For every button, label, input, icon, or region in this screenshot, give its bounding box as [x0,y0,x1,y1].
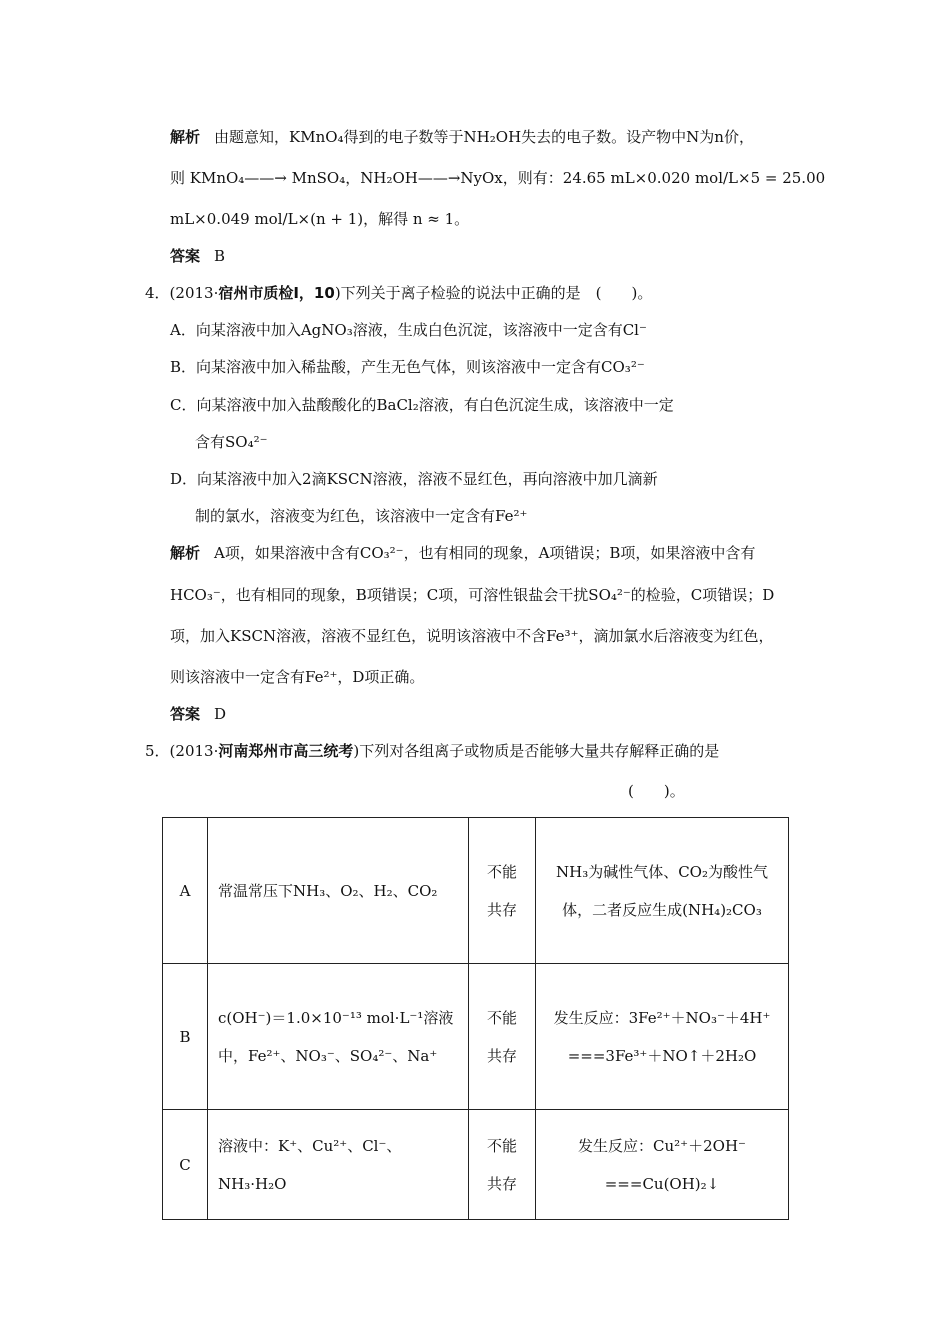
q4-option-d-cont: 制的氯水，溶液变为红色，该溶液中一定含有Fe²⁺ [195,507,528,525]
q5-source: 河南郑州市高三统考 [218,742,354,760]
q4-option-d: D．向某溶液中加入2滴KSCN溶液，溶液不显红色，再向溶液中加几滴新 [170,470,658,488]
row-reason: 发生反应：Cu²⁺＋2OH⁻ ===Cu(OH)₂↓ [536,1110,789,1220]
row-content: 常温常压下NH₃、O₂、H₂、CO₂ [208,818,469,964]
row-label: A [163,818,208,964]
q3-answer-value: B [214,247,226,265]
row-verdict: 不能 共存 [469,964,536,1110]
q3-answer [170,246,225,266]
q4-analysis-line-1: 解析 A项，如果溶液中含有CO₃²⁻，也有相同的现象，A项错误；B项，如果溶液中含有 [170,544,756,562]
row-reason: NH₃为碱性气体、CO₂为酸性气 体，二者反应生成(NH₄)₂CO₃ [536,818,789,964]
q4-option-c: C．向某溶液中加入盐酸酸化的BaCl₂溶液，有白色沉淀生成，该溶液中一定 [170,396,674,414]
q4-source: 宿州市质检Ⅰ，10 [218,284,335,302]
q4-answer [170,704,226,724]
q4-answer-value: D [214,705,227,723]
q4-analysis-line-3: 项，加入KSCN溶液，溶液不显红色，说明该溶液中不含Fe³⁺，滴加氯水后溶液变为红色， [170,627,774,645]
q4-question: 4．(2013·宿州市质检Ⅰ，10)下列关于离子检验的说法中正确的是 ( )。 [145,284,653,302]
row-verdict: 不能 共存 [469,818,536,964]
row-reason: 发生反应：3Fe²⁺＋NO₃⁻＋4H⁺ ===3Fe³⁺＋NO↑＋2H₂O [536,964,789,1110]
q4-analysis-line-2: HCO₃⁻，也有相同的现象，B项错误；C项，可溶性银盐会干扰SO₄²⁻的检验，C项错误；D [170,586,775,604]
q4-answer-label: 答案 [170,705,201,723]
table-row [163,964,789,1110]
q3-answer-label: 答案 [170,247,201,265]
q4-analysis-label: 解析 [170,544,201,562]
q4-option-b: B．向某溶液中加入稀盐酸，产生无色气体，则该溶液中一定含有CO₃²⁻ [170,358,645,376]
q3-analysis-line-3: mL×0.049 mol/L×(n + 1)，解得 n ≈ 1。 [170,210,470,228]
q3-analysis-line-1: 解析 由题意知，KMnO₄得到的电子数等于NH₂OH失去的电子数。设产物中N为n价， [170,128,754,146]
q5-question: 5．(2013·河南郑州市高三统考)下列对各组离子或物质是否能够大量共存解释正确的是 [145,742,720,760]
q4-analysis-line-4: 则该溶液中一定含有Fe²⁺，D项正确。 [170,668,425,686]
table-row [163,1110,789,1220]
row-verdict: 不能 共存 [469,1110,536,1220]
row-label: C [163,1110,208,1220]
row-content: 溶液中：K⁺、Cu²⁺、Cl⁻、NH₃·H₂O [208,1110,469,1220]
q4-option-c-cont: 含有SO₄²⁻ [195,433,268,451]
row-content: c(OH⁻)＝1.0×10⁻¹³ mol·L⁻¹溶液 中，Fe²⁺、NO₃⁻、SO₄²⁻、Na⁺ [208,964,469,1110]
row-label: B [163,964,208,1110]
q4-option-a: A．向某溶液中加入AgNO₃溶液，生成白色沉淀，该溶液中一定含有Cl⁻ [170,321,647,339]
q5-blank: ( )。 [628,782,685,800]
q3-analysis-label: 解析 [170,128,201,146]
table-row [163,818,789,964]
q3-analysis-line-2: 则 KMnO₄——→ MnSO₄，NH₂OH——→NyOx，则有：24.65 mL×0.020 mol/L×5 = 25.00 [170,169,826,187]
q5-table [162,817,789,1220]
